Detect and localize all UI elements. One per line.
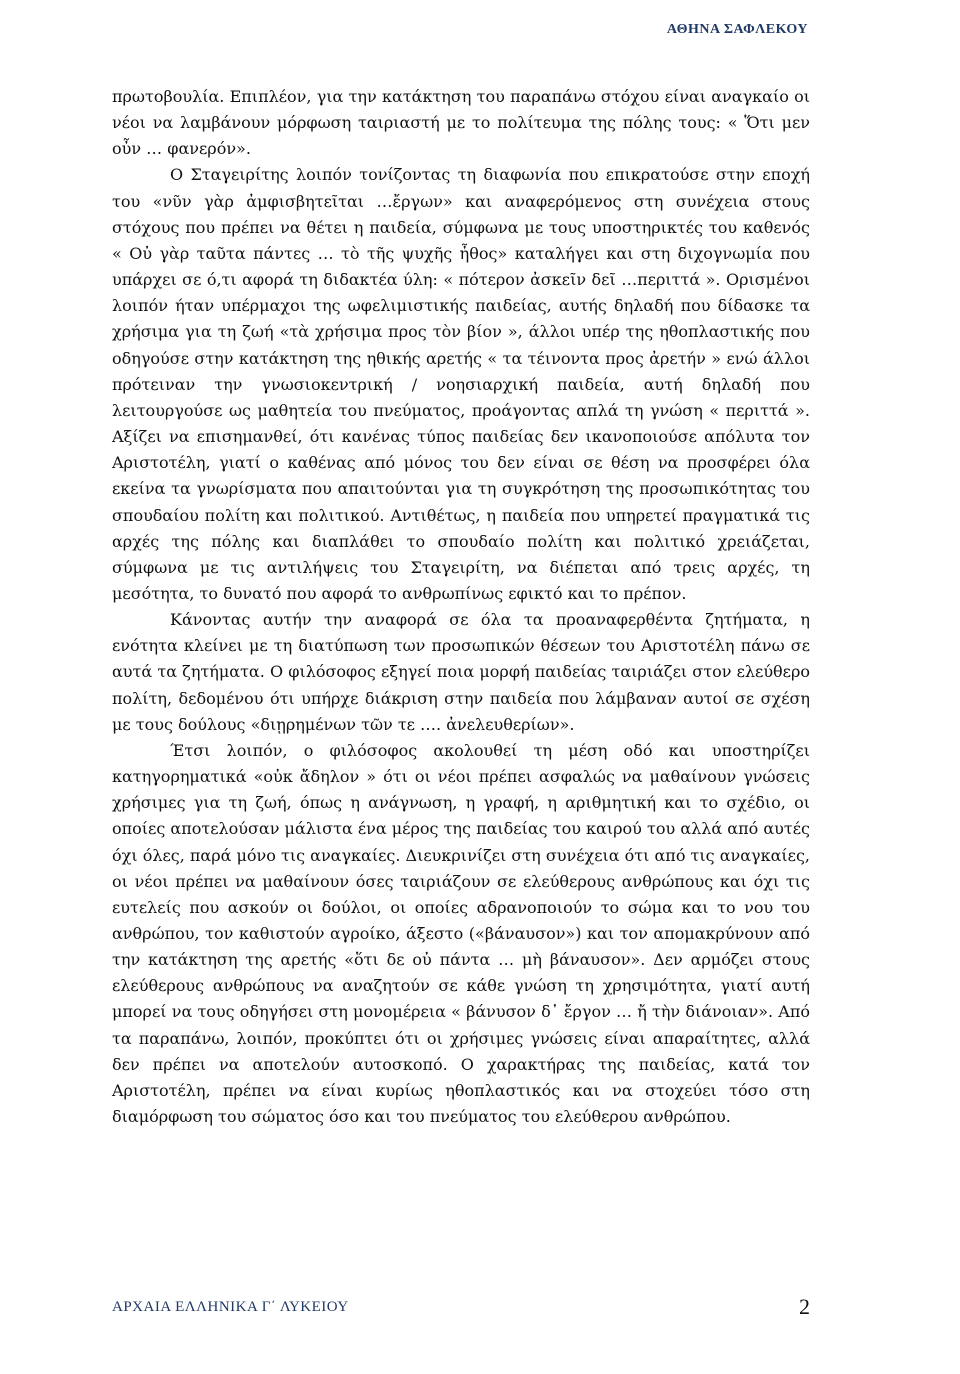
paragraph-3: Κάνοντας αυτήν την αναφορά σε όλα τα προαναφερθέντα ζητήματα, η ενότητα κλείνει με τη διατύπωση των προσωπικών θέσεων του Αριστοτέλη πάνω σε αυτά τα ζητήματα. Ο φιλόσοφος εξηγεί ποια μορφή παιδείας ταιριάζει στον ελεύθερο πολίτη, δεδομένου ότι υπήρχε διάκριση στην παιδεία που λάμβαναν αυτοί σε σχέση με τους δούλους «διῃρημένων τῶν τε …. ἀνελευθερίων».: [112, 610, 810, 734]
paragraph-1: πρωτοβουλία. Επιπλέον, για την κατάκτηση του παραπάνω στόχου είναι αναγκαίο οι νέοι να λαμβάνουν μόρφωση ταιριαστή με το πολίτευμα της πόλης τους: « Ὅτι μεν οὖν … φανερόν».: [112, 87, 810, 159]
page-number: 2: [799, 1294, 810, 1319]
document-body: [112, 84, 810, 1130]
running-footer-course: ΑΡΧΑΙΑ ΕΛΛΗΝΙΚΑ Γ΄ ΛΥΚΕΙΟΥ: [112, 1299, 349, 1315]
running-header-author: ΑΘΗΝΑ ΣΑΦΛΕΚΟΥ: [666, 22, 808, 37]
paragraph-4: Έτσι λοιπόν, ο φιλόσοφος ακολουθεί τη μέση οδό και υποστηρίζει κατηγορηματικά «οὐκ ἄδηλον » ότι οι νέοι πρέπει ασφαλώς να μαθαίνουν γνώσεις χρήσιμες για τη ζωή, όπως η ανάγνωση, η γραφή, η αριθμητική και το σχέδιο, οι οποίες αποτελούσαν μάλιστα ένα μέρος της παιδείας του καιρού του αλλά από αυτές όχι όλες, παρά μόνο τις αναγκαίες. Διευκρινίζει στη συνέχεια ότι από τις αναγκαίες, οι νέοι πρέπει να μαθαίνουν όσες ταιριάζουν σε ελεύθερους ανθρώπους και όχι τις ευτελείς που ασκούν οι δούλοι, οι οποίες αδρανοποιούν το σώμα και το νου του ανθρώπου, τον καθιστούν αγροίκο, άξεστο («βάναυσον») και τον απομακρύνουν από την κατάκτηση της αρετής «ὅτι δε οὐ πάντα … μὴ βάναυσον». Δεν αρμόζει στους ελεύθερους ανθρώπους να αναζητούν σε κάθε γνώση τη χρησιμότητα, γιατί αυτή μπορεί να τους οδηγήσει στη μονομέρεια « βάνυσον δ᾽ ἔργον … ἤ τὴν διάνοιαν». Από τα παραπάνω, λοιπόν, προκύπτει ότι οι χρήσιμες γνώσεις είναι απαραίτητες, αλλά δεν πρέπει να αποτελούν αυτοσκοπό. Ο χαρακτήρας της παιδείας, κατά τον Αριστοτέλη, πρέπει να είναι κυρίως ηθοπλαστικός και να στοχεύει τόσο στη διαμόρφωση του σώματος όσο και του πνεύματος του ελεύθερου ανθρώπου.: [112, 740, 811, 1127]
paragraph-2: Ο Σταγειρίτης λοιπόν τονίζοντας τη διαφωνία που επικρατούσε στην εποχή του «νῦν γὰρ ἀμφισβητεῖται …ἔργων» και αναφερόμενος στη συνέχεια στους στόχους που πρέπει να θέτει η παιδεία, σύμφωνα με τους υποστηρικτές του καθενός « Οὐ γὰρ ταῦτα πάντες … τὸ τῆς ψυχῆς ἦθος» καταλήγει και στη διχογνωμία που υπάρχει σε ό,τι αφορά τη διδακτέα ύλη: « πότερον ἀσκεῖν δεῖ …περιττά ». Ορισμένοι λοιπόν ήταν υπέρμαχοι της ωφελιμιστικής παιδείας, αυτής δηλαδή που δίδασκε τα χρήσιμα για τη ζωή «τὰ χρήσιμα προς τὸν βίον », άλλοι υπέρ της ηθοπλαστικής που οδηγούσε στην κατάκτηση της ηθικής αρετής « τα τέινοντα προς ἀρετήν » ενώ άλλοι πρότειναν την γνωσιοκεντρική / νοησιαρχική παιδεία, αυτή δηλαδή που λειτουργούσε ως μαθητεία του πνεύματος, προάγοντας απλά τη γνώση « περιττά ». Αξίζει να επισημανθεί, ότι κανένας τύπος παιδείας δεν ικανοποιούσε απόλυτα τον Αριστοτέλη, γιατί ο καθένας από μόνος του δεν είναι σε θέση να προσφέρει όλα εκείνα τα γνωρίσματα που απαιτούνται για τη συγκρότηση της προσωπικότητας του σπουδαίου πολίτη και πολιτικού. Αντιθέτως, η παιδεία που υπηρετεί πραγματικά τις αρχές της πόλης και διαπλάθει το σπουδαίο πολίτη και πολιτικό χρειάζεται, σύμφωνα με τις αντιλήψεις του Σταγειρίτη, να διέπεται από τρεις αρχές, τη μεσότητα, το δυνατό που αφορά το ανθρωπίνως εφικτό και το πρέπον.: [112, 165, 810, 603]
